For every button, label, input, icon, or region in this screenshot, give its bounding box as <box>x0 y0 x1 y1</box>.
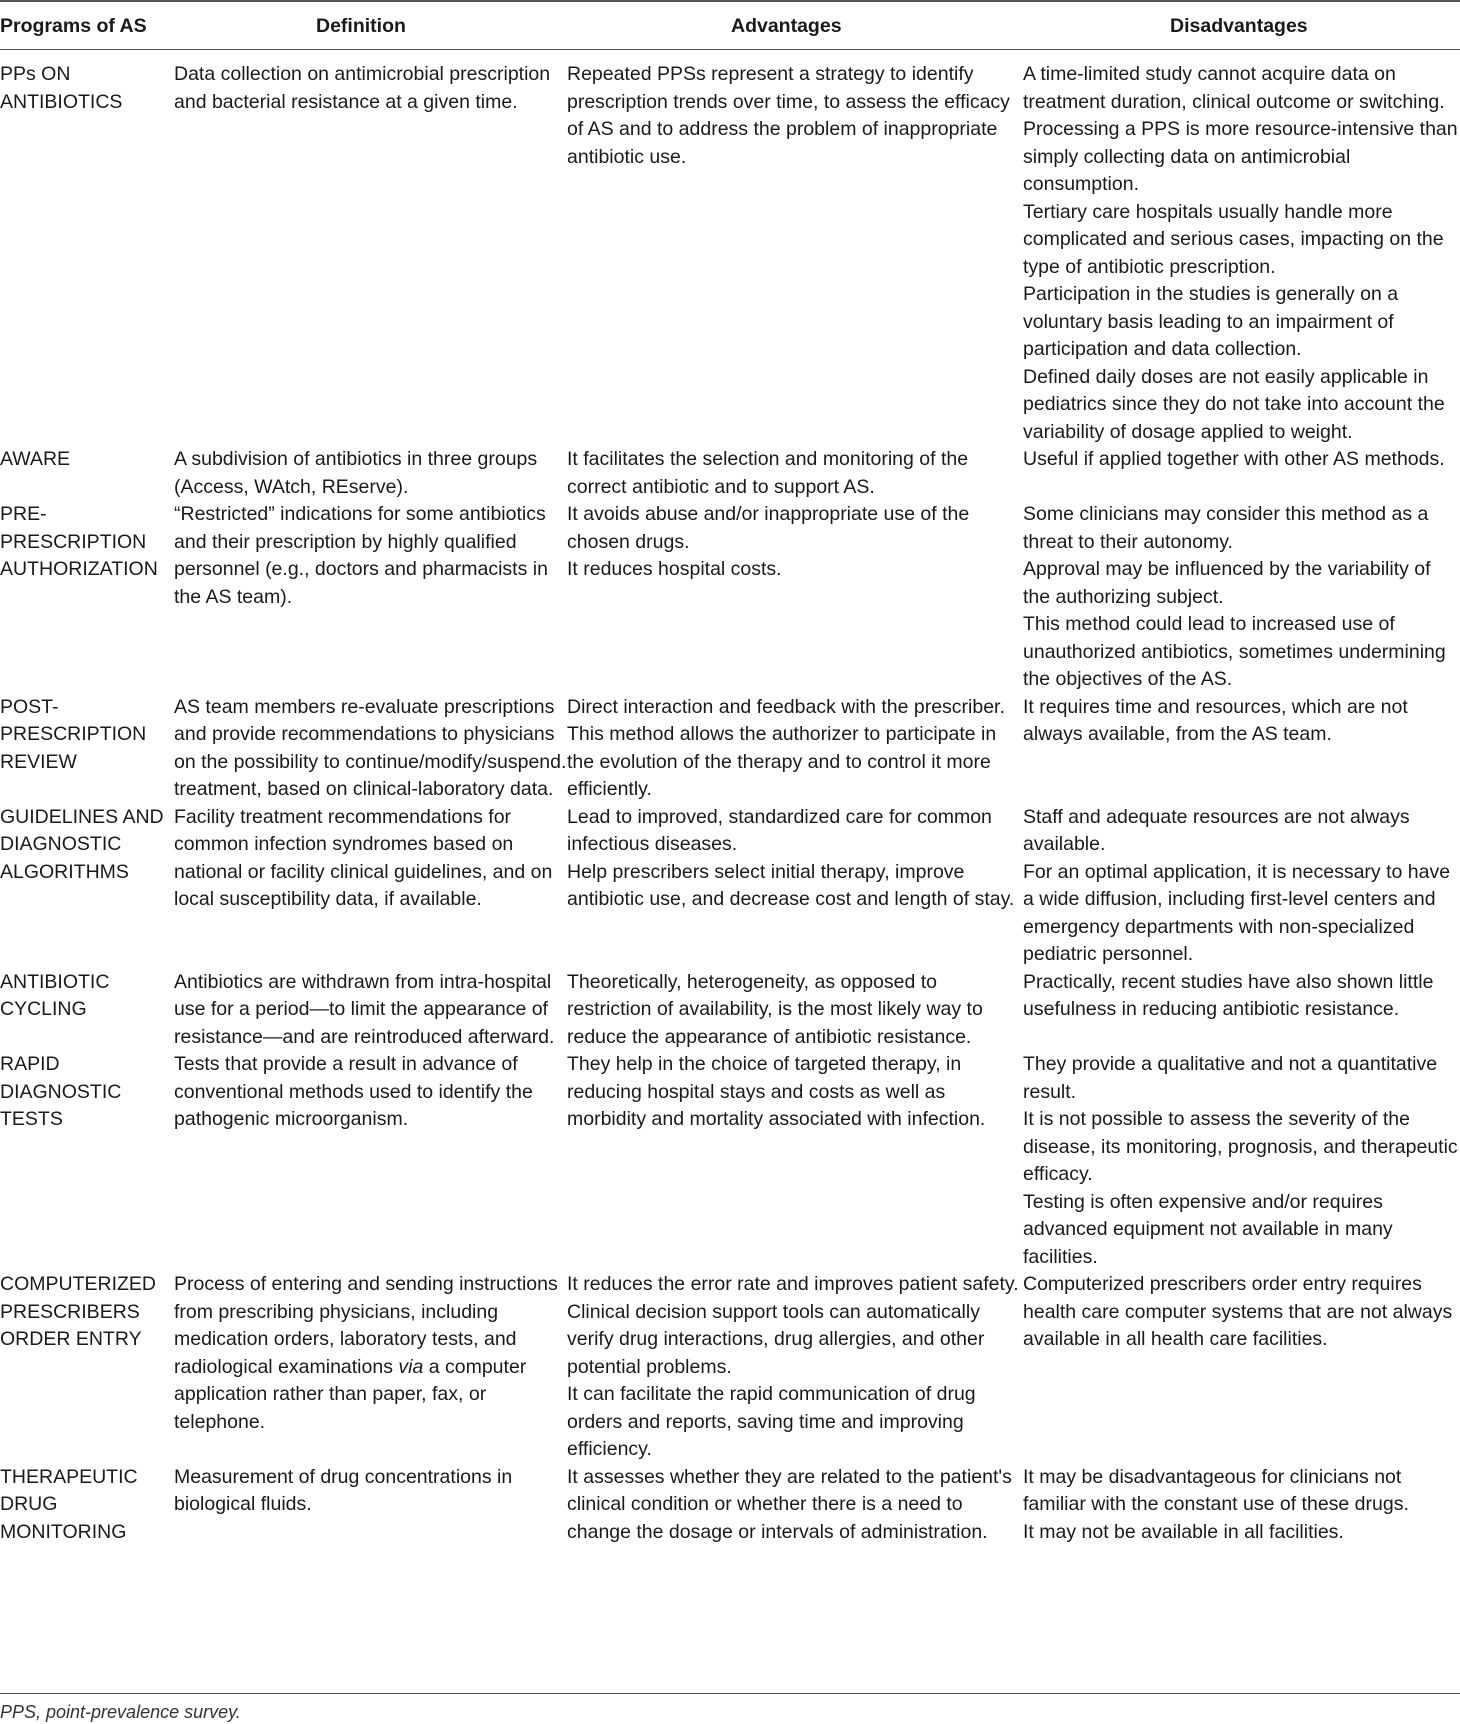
program-cell: COMPUTERIZED PRESCRIBERS ORDER ENTRY <box>0 1273 156 1350</box>
advantages-cell <box>567 804 1023 969</box>
disadvantages-cell <box>1023 1464 1460 1547</box>
advantage-item: It can facilitate the rapid communication of drug orders and reports, saving time and improving efficiency. <box>567 1383 976 1460</box>
disadvantage-item: It requires time and resources, which are not always available, from the AS team. <box>1023 695 1408 745</box>
advantage-item: Direct interaction and feedback with the prescriber. <box>567 695 1005 718</box>
definition-italic-part: via <box>398 1355 424 1378</box>
advantage-item: Theoretically, heterogeneity, as opposed to restriction of availability, is the most likely way to reduce the appearance of antibiotic resistance. <box>567 970 983 1048</box>
definition-cell: Facility treatment recommendations for common infection syndromes based on national or facility clinical guidelines, and on local susceptibility data, if available. <box>174 805 553 910</box>
advantage-item: It avoids abuse and/or inappropriate use of the chosen drugs. <box>567 503 970 553</box>
header-advantages: Advantages <box>731 15 842 37</box>
disadvantages-cell <box>1023 61 1460 446</box>
program-cell: RAPID DIAGNOSTIC TESTS <box>0 1053 122 1130</box>
disadvantage-item: For an optimal application, it is necessary to have a wide diffusion, including first-level centers and emergency departments with non-specialized pediatric personnel. <box>1023 860 1451 965</box>
table-row <box>0 969 1460 1052</box>
advantages-cell <box>567 61 1023 446</box>
table-row <box>0 1271 1460 1464</box>
advantages-cell <box>567 1271 1023 1464</box>
disadvantages-cell <box>1023 501 1460 694</box>
disadvantage-item: Tertiary care hospitals usually handle more complicated and serious cases, impacting on the type of antibiotic prescription. <box>1023 200 1444 278</box>
disadvantage-item: Approval may be influenced by the variability of the authorizing subject. <box>1023 558 1431 608</box>
disadvantage-item: Computerized prescribers order entry requires health care computer systems that are not always available in all health care facilities. <box>1023 1273 1453 1350</box>
disadvantages-cell <box>1023 446 1460 501</box>
advantages-cell <box>567 1464 1023 1547</box>
definition-cell: Data collection on antimicrobial prescription and bacterial resistance at a given time. <box>174 63 551 113</box>
advantage-item: It reduces the error rate and improves patient safety. <box>567 1273 1019 1295</box>
advantages-cell <box>567 501 1023 694</box>
disadvantages-cell <box>1023 1271 1460 1464</box>
disadvantage-item: Testing is often expensive and/or requires advanced equipment not available in many facilities. <box>1023 1190 1393 1268</box>
advantage-item: Clinical decision support tools can automatically verify drug interactions, drug allergies, and other potential problems. <box>567 1300 985 1378</box>
header-definition: Definition <box>316 15 406 37</box>
disadvantages-cell <box>1023 804 1460 969</box>
definition-cell: Tests that provide a result in advance of conventional methods used to identify the pathogenic microorganism. <box>174 1053 533 1130</box>
bottom-rule <box>0 1693 1460 1694</box>
program-cell: AWARE <box>0 448 71 470</box>
disadvantage-item: Processing a PPS is more resource-intensive than simply collecting data on antimicrobial consumption. <box>1023 118 1458 195</box>
disadvantage-item: It may be disadvantageous for clinicians not familiar with the constant use of these drugs. <box>1023 1465 1409 1515</box>
table-row <box>0 694 1460 804</box>
definition-cell: Measurement of drug concentrations in biological fluids. <box>174 1465 513 1515</box>
definition-text-part: Process of entering and sending instructions from prescribing physicians, including medication orders, laboratory tests, and radiological examinations <box>174 1273 558 1378</box>
disadvantage-item: Defined daily doses are not easily applicable in pediatrics since they do not take into account the variability of dosage applied to weight. <box>1023 365 1445 443</box>
disadvantage-item: Staff and adequate resources are not always available. <box>1023 805 1410 855</box>
table-row <box>0 1464 1460 1547</box>
advantages-cell <box>567 969 1023 1052</box>
advantage-item: Lead to improved, standardized care for common infectious diseases. <box>567 805 992 855</box>
advantage-item: It facilitates the selection and monitoring of the correct antibiotic and to support AS. <box>567 448 969 498</box>
disadvantage-item: Some clinicians may consider this method as a threat to their autonomy. <box>1023 503 1429 553</box>
disadvantage-item: Practically, recent studies have also shown little usefulness in reducing antibiotic resistance. <box>1023 970 1434 1020</box>
disadvantages-cell <box>1023 694 1460 804</box>
disadvantage-item: This method could lead to increased use of unauthorized antibiotics, sometimes undermining the objectives of the AS. <box>1023 613 1446 690</box>
advantage-item: Help prescribers select initial therapy, improve antibiotic use, and decrease cost and length of stay. <box>567 860 1015 910</box>
table-footnote: PPS, point-prevalence survey. <box>0 1702 241 1722</box>
definition-cell: Antibiotics are withdrawn from intra-hospital use for a period—to limit the appearance of resistance—and are reintroduced afterward. <box>174 970 555 1048</box>
disadvantage-item: It may not be available in all facilities. <box>1023 1520 1344 1543</box>
table-row <box>0 1051 1460 1271</box>
program-cell: ANTIBIOTIC CYCLING <box>0 970 110 1020</box>
header-programs: Programs of AS <box>0 15 147 37</box>
program-cell: PRE-PRESCRIPTION AUTHORIZATION <box>0 503 158 580</box>
header-rule <box>0 49 1460 50</box>
advantages-cell <box>567 1051 1023 1271</box>
disadvantage-item: It is not possible to assess the severity of the disease, its monitoring, prognosis, and therapeutic efficacy. <box>1023 1108 1458 1185</box>
advantages-cell <box>567 694 1023 804</box>
advantage-item: It reduces hospital costs. <box>567 558 782 580</box>
definition-cell <box>174 1271 567 1464</box>
advantage-item: Repeated PPSs represent a strategy to identify prescription trends over time, to assess the efficacy of AS and to address the problem of inappropriate antibiotic use. <box>567 63 1010 168</box>
disadvantages-cell <box>1023 969 1460 1052</box>
disadvantage-item: They provide a qualitative and not a quantitative result. <box>1023 1053 1438 1103</box>
program-cell: PPs ON ANTIBIOTICS <box>0 63 123 113</box>
definition-text-part: a computer application rather than paper, fax, or telephone. <box>174 1355 527 1433</box>
definition-cell: A subdivision of antibiotics in three groups (Access, WAtch, REserve). <box>174 448 538 498</box>
table-row <box>0 804 1460 969</box>
advantage-item: They help in the choice of targeted therapy, in reducing hospital stays and costs as well as morbidity and mortality associated with infection. <box>567 1053 986 1130</box>
disadvantage-item: Participation in the studies is generally on a voluntary basis leading to an impairment of participation and data collection. <box>1023 283 1399 360</box>
disadvantage-item: A time-limited study cannot acquire data on treatment duration, clinical outcome or switching. <box>1023 63 1445 113</box>
definition-cell: “Restricted” indications for some antibiotics and their prescription by highly qualified personnel (e.g., doctors and pharmacists in the AS team). <box>174 503 548 608</box>
program-cell: GUIDELINES AND DIAGNOSTIC ALGORITHMS <box>0 805 164 883</box>
advantages-cell <box>567 446 1023 501</box>
table-row <box>0 446 1460 501</box>
program-cell: THERAPEUTIC DRUG MONITORING <box>0 1465 138 1543</box>
disadvantage-item: Useful if applied together with other AS methods. <box>1023 448 1445 470</box>
top-rule <box>0 0 1460 2</box>
disadvantages-cell <box>1023 1051 1460 1271</box>
table-row <box>0 501 1460 694</box>
program-cell: POST-PRESCRIPTION REVIEW <box>0 695 147 773</box>
header-disadvantages: Disadvantages <box>1170 15 1308 37</box>
programs-table <box>0 61 1460 1546</box>
definition-cell: AS team members re-evaluate prescriptions and provide recommendations to physicians on the possibility to continue/modify/suspend. treatment, based on clinical-laboratory data. <box>174 695 567 800</box>
advantage-item: It assesses whether they are related to the patient's clinical condition or whether there is a need to change the dosage or intervals of administration. <box>567 1465 1012 1543</box>
table-row <box>0 61 1460 446</box>
advantage-item: This method allows the authorizer to participate in the evolution of the therapy and to control it more efficiently. <box>567 723 997 800</box>
